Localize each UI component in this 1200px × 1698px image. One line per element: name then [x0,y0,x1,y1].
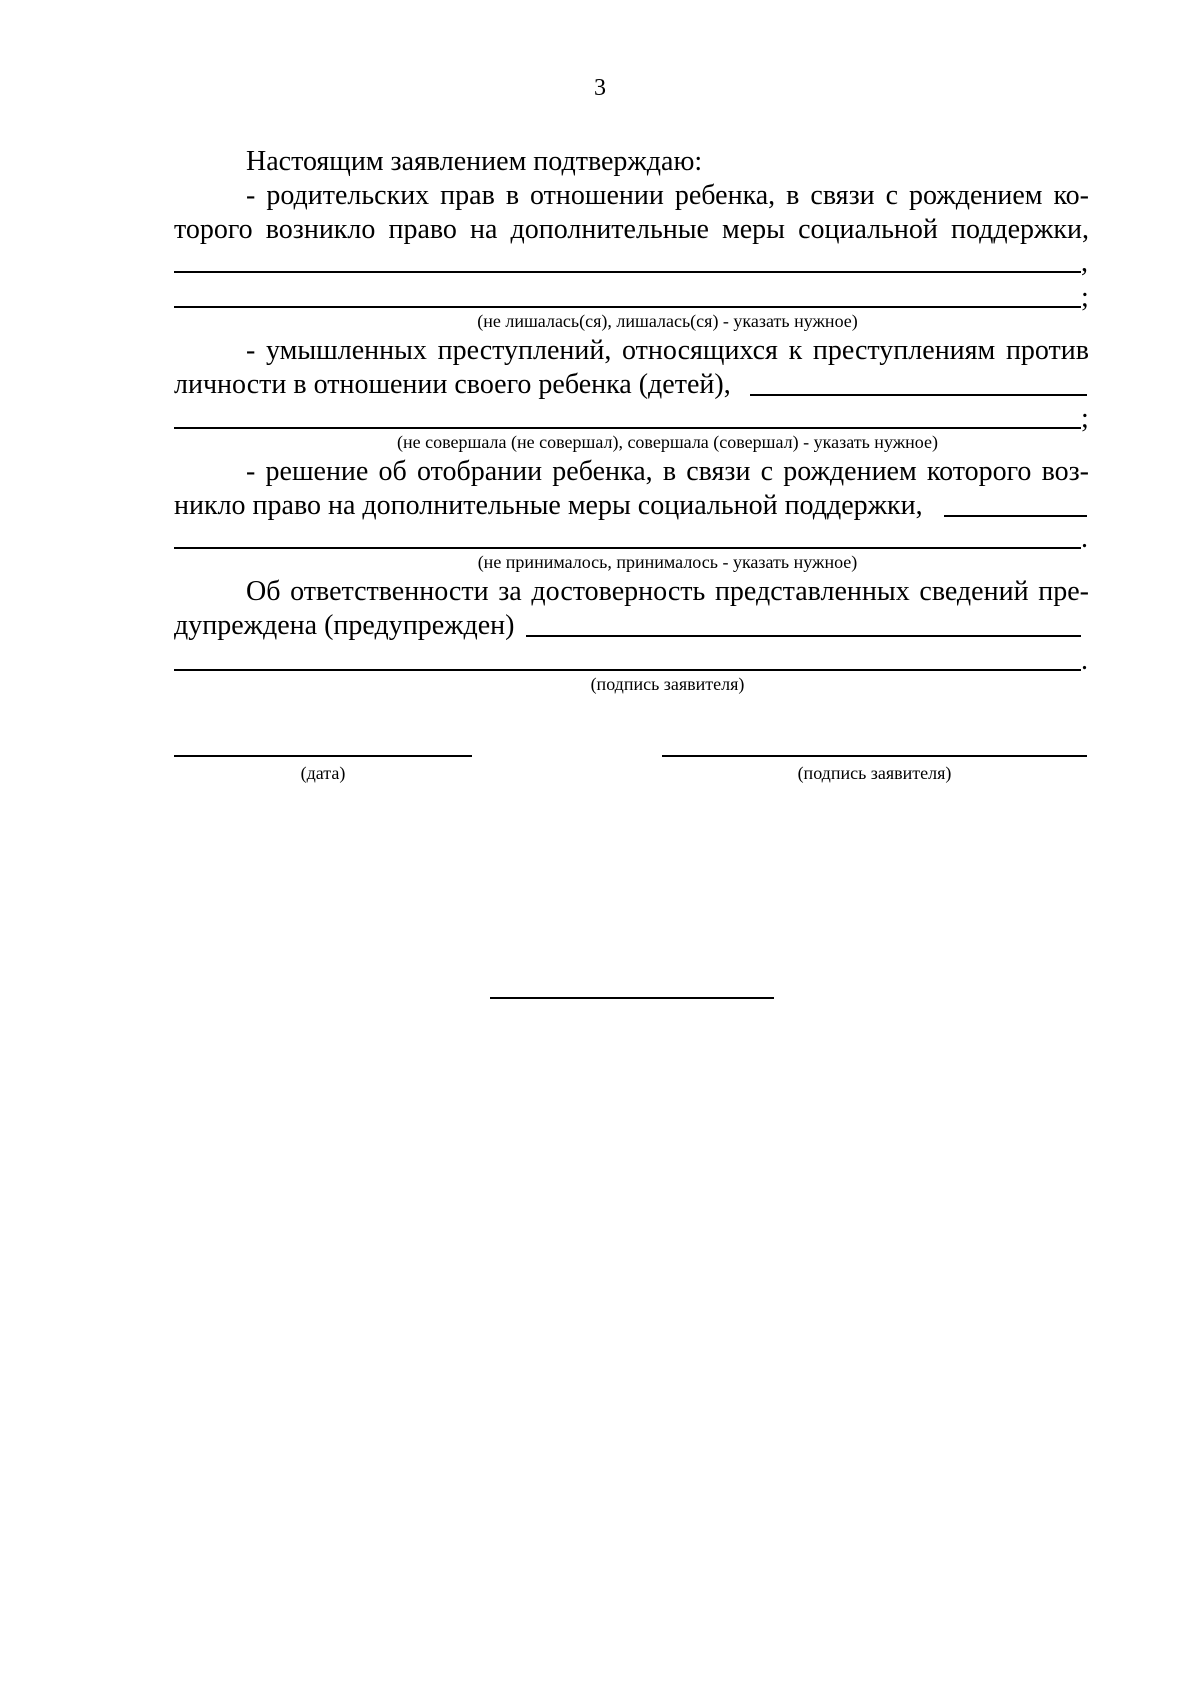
section2-line1: - умышленных преступлений, относящихся к преступлениям против [246,335,1089,366]
section4-line2: дупреждена (предупрежден) [174,610,515,641]
section4-period: . [1081,645,1088,676]
section2-fill-line-1[interactable] [750,394,1087,396]
section1-semicolon: ; [1081,282,1089,313]
section3-line2: никло право на дополнительные меры социальной поддержки, [174,490,923,521]
date-fill-line[interactable] [174,755,472,757]
section3-period: . [1081,523,1088,554]
section2-hint: (не совершала (не совершал), совершала (совершал) - указать нужное) [397,432,938,452]
section4-fill-line-2[interactable] [174,669,1081,671]
section4-hint: (подпись заявителя) [590,674,745,694]
section1-fill-line-2[interactable] [174,306,1081,308]
section3-fill-line-1[interactable] [944,515,1087,517]
section1-line1: - родительских прав в отношении ребенка, в связи с рождением ко- [246,180,1089,211]
section1-fill-line-1[interactable] [174,271,1081,273]
section2-fill-line-2[interactable] [174,427,1081,429]
section3-line1: - решение об отобрании ребенка, в связи с рождением которого воз- [246,456,1089,487]
section4-fill-line-1[interactable] [526,635,1081,637]
page-number: 3 [594,75,606,101]
signature-fill-line[interactable] [662,755,1087,757]
section1-hint: (не лишалась(ся), лишалась(ся) - указать нужное) [477,311,858,331]
section3-hint: (не принималось, принималось - указать нужное) [477,552,858,572]
section1-comma: , [1081,247,1088,278]
section4-line1: Об ответственности за достоверность представленных сведений пре- [246,576,1089,607]
intro-text: Настоящим заявлением подтверждаю: [246,146,703,177]
date-label: (дата) [300,763,346,783]
closing-separator-line [490,997,774,999]
section1-line2: торого возникло право на дополнительные меры социальной поддержки, [174,214,1089,245]
section2-semicolon: ; [1081,403,1089,434]
section3-fill-line-2[interactable] [174,547,1081,549]
signature-label: (подпись заявителя) [797,763,952,783]
section2-line2: личности в отношении своего ребенка (детей), [174,369,731,400]
